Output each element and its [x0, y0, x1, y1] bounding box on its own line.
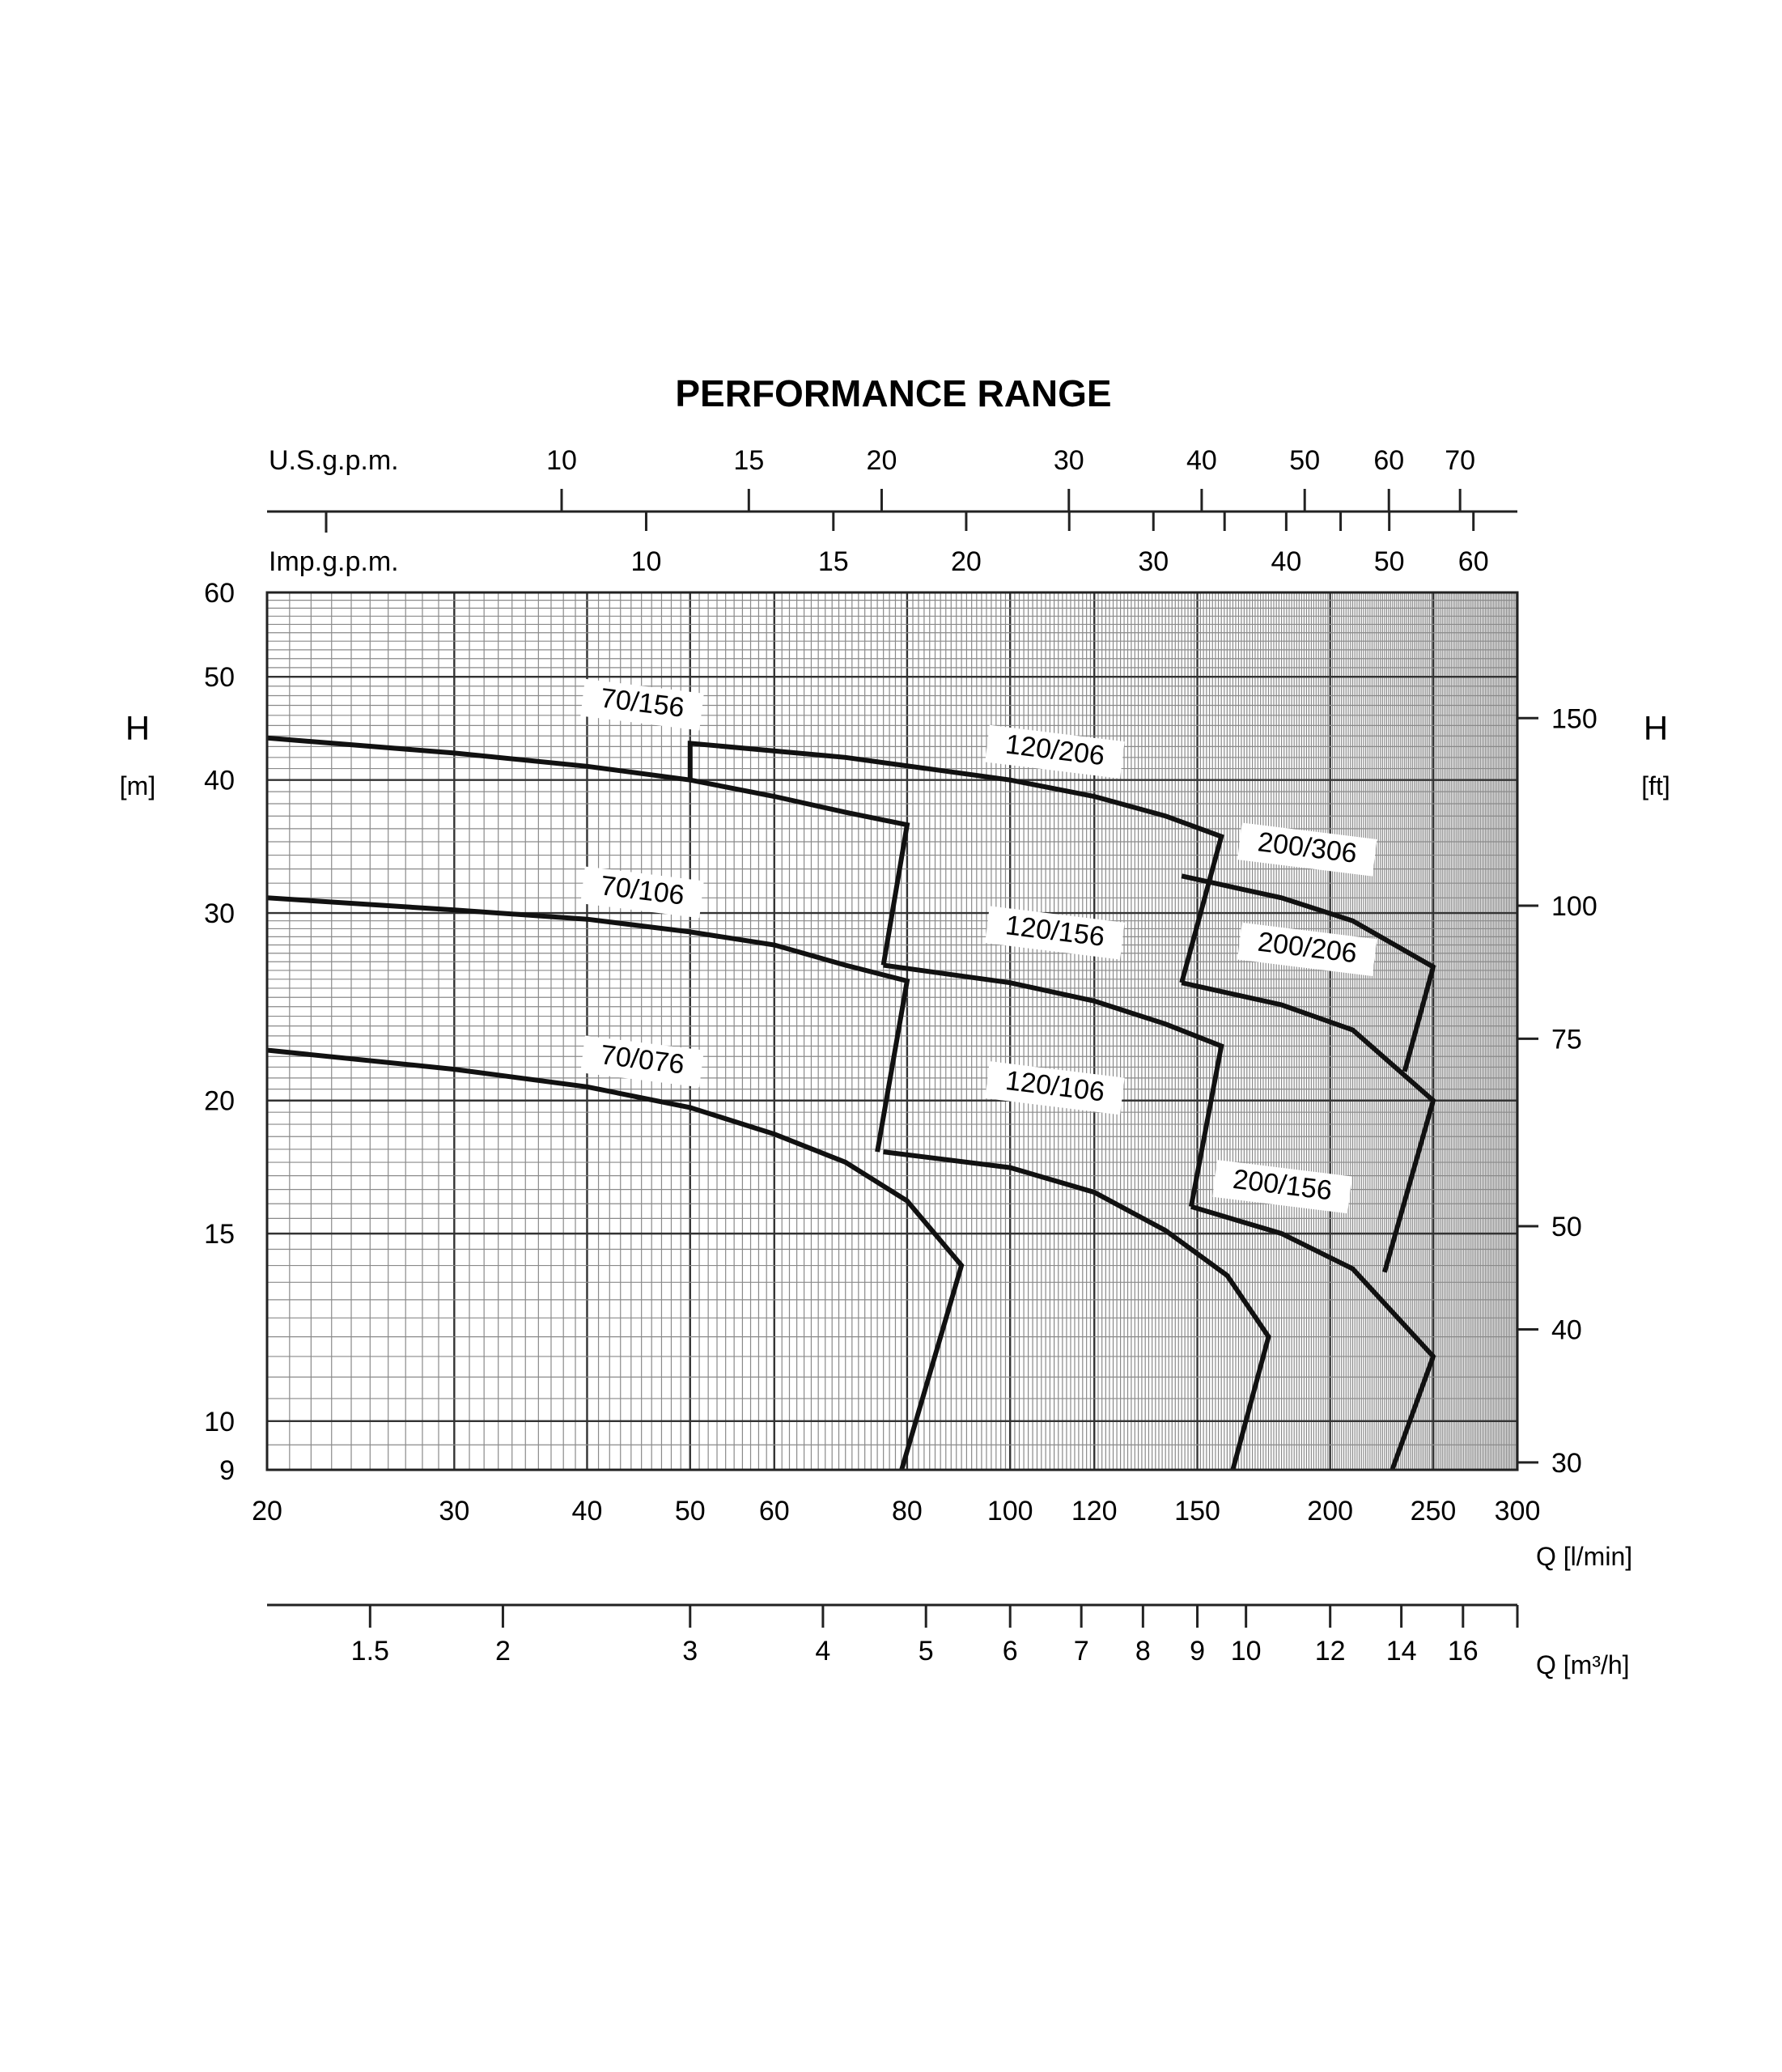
y-right-tick-label: 40 — [1551, 1314, 1582, 1346]
y-right-tick-label: 100 — [1551, 890, 1597, 922]
usgpm-tick-label: 60 — [1373, 445, 1405, 476]
y-right-tick-label: 50 — [1551, 1212, 1582, 1243]
impgpm-tick-label: 60 — [1457, 546, 1489, 577]
m3h-tick-label: 1.5 — [350, 1636, 389, 1667]
y-right-tick-label: 150 — [1551, 703, 1597, 735]
x-tick-label: 150 — [1174, 1496, 1220, 1526]
impgpm-tick-label: 15 — [817, 546, 849, 577]
y-left-label: H — [125, 709, 151, 747]
y-left-unit: [m] — [119, 771, 156, 800]
usgpm-tick-label: 30 — [1053, 445, 1084, 476]
series-curve — [884, 1152, 1269, 1491]
series-label-text: 200/306 — [1256, 826, 1359, 869]
y-right-tick-label: 30 — [1551, 1447, 1582, 1479]
y-right-unit: [ft] — [1641, 771, 1670, 800]
m3h-tick-label: 3 — [682, 1636, 698, 1667]
series-label-text: 120/156 — [1003, 910, 1107, 953]
impgpm-tick-label: 10 — [630, 546, 662, 577]
y-left-tick-label: 20 — [204, 1085, 235, 1117]
m3h-tick-label: 10 — [1230, 1636, 1262, 1667]
series-label-text: 200/156 — [1231, 1163, 1334, 1207]
usgpm-tick-label: 20 — [866, 445, 897, 476]
usgpm-tick-label: 40 — [1186, 445, 1217, 476]
series-label — [1237, 923, 1377, 976]
series-label — [580, 867, 704, 919]
chart-grid — [267, 592, 1517, 1470]
y-right-label: H — [1643, 709, 1669, 747]
impgpm-tick-label: 40 — [1271, 546, 1302, 577]
x-tick-label: 120 — [1071, 1496, 1118, 1526]
series-label-text: 70/156 — [598, 682, 686, 724]
series-label-text: 120/206 — [1003, 728, 1107, 772]
m3h-tick-label: 14 — [1385, 1636, 1417, 1667]
y-left-tick-label: 30 — [204, 898, 235, 930]
x-tick-label: 40 — [571, 1496, 603, 1526]
usgpm-axis-name: U.S.g.p.m. — [269, 445, 399, 476]
m3h-tick-label: 4 — [815, 1636, 831, 1667]
impgpm-tick-label: 20 — [951, 546, 982, 577]
series-label — [580, 1036, 704, 1088]
m3h-tick-label: 9 — [1190, 1636, 1206, 1667]
series-label-text: 120/106 — [1003, 1064, 1107, 1108]
chart-title: PERFORMANCE RANGE — [675, 372, 1112, 414]
m3h-tick-label: 16 — [1447, 1636, 1479, 1667]
series-curve — [1182, 876, 1433, 1072]
series-label-text: 200/206 — [1256, 926, 1359, 970]
y-left-tick-label: 15 — [204, 1219, 235, 1250]
y-left-tick-label: 10 — [204, 1406, 235, 1437]
m3h-tick-label: 5 — [918, 1636, 934, 1667]
impgpm-tick-label: 30 — [1138, 546, 1169, 577]
x-tick-label: 50 — [674, 1496, 706, 1526]
m3h-tick-label: 6 — [1002, 1636, 1018, 1667]
impgpm-tick-label: 50 — [1373, 546, 1405, 577]
m3h-tick-label: 2 — [494, 1636, 511, 1667]
y-left-tick-label: 50 — [204, 662, 235, 694]
x-tick-label: 20 — [252, 1496, 282, 1526]
m3h-axis-label: Q [m³/h] — [1536, 1650, 1630, 1679]
y-left-tick-label: 60 — [204, 578, 235, 609]
x-axis-label: Q [l/min] — [1536, 1542, 1633, 1571]
m3h-tick-label: 12 — [1314, 1636, 1346, 1667]
y-left-tick-label: 40 — [204, 765, 235, 796]
m3h-tick-label: 7 — [1073, 1636, 1089, 1667]
impgpm-axis-name: Imp.g.p.m. — [269, 546, 399, 577]
series-label — [580, 679, 704, 731]
series-label — [985, 725, 1124, 779]
usgpm-tick-label: 10 — [546, 445, 577, 476]
usgpm-tick-label: 50 — [1289, 445, 1321, 476]
x-tick-label: 80 — [891, 1496, 923, 1526]
usgpm-tick-label: 70 — [1445, 445, 1476, 476]
y-left-tick-label: 9 — [219, 1455, 235, 1486]
y-right-tick-label: 75 — [1551, 1024, 1582, 1055]
series-label — [985, 1061, 1124, 1115]
x-tick-label: 200 — [1307, 1496, 1354, 1526]
x-tick-label: 30 — [439, 1496, 470, 1526]
series-label — [985, 906, 1124, 959]
usgpm-tick-label: 15 — [733, 445, 765, 476]
series-label-text: 70/106 — [598, 870, 686, 911]
x-tick-label: 250 — [1410, 1496, 1457, 1526]
series-label-text: 70/076 — [598, 1039, 686, 1081]
x-tick-label: 300 — [1494, 1496, 1541, 1526]
x-tick-label: 100 — [986, 1496, 1033, 1526]
series-curve — [267, 1051, 961, 1492]
series-label — [1237, 822, 1377, 876]
x-tick-label: 60 — [758, 1496, 790, 1526]
m3h-tick-label: 8 — [1135, 1636, 1151, 1667]
